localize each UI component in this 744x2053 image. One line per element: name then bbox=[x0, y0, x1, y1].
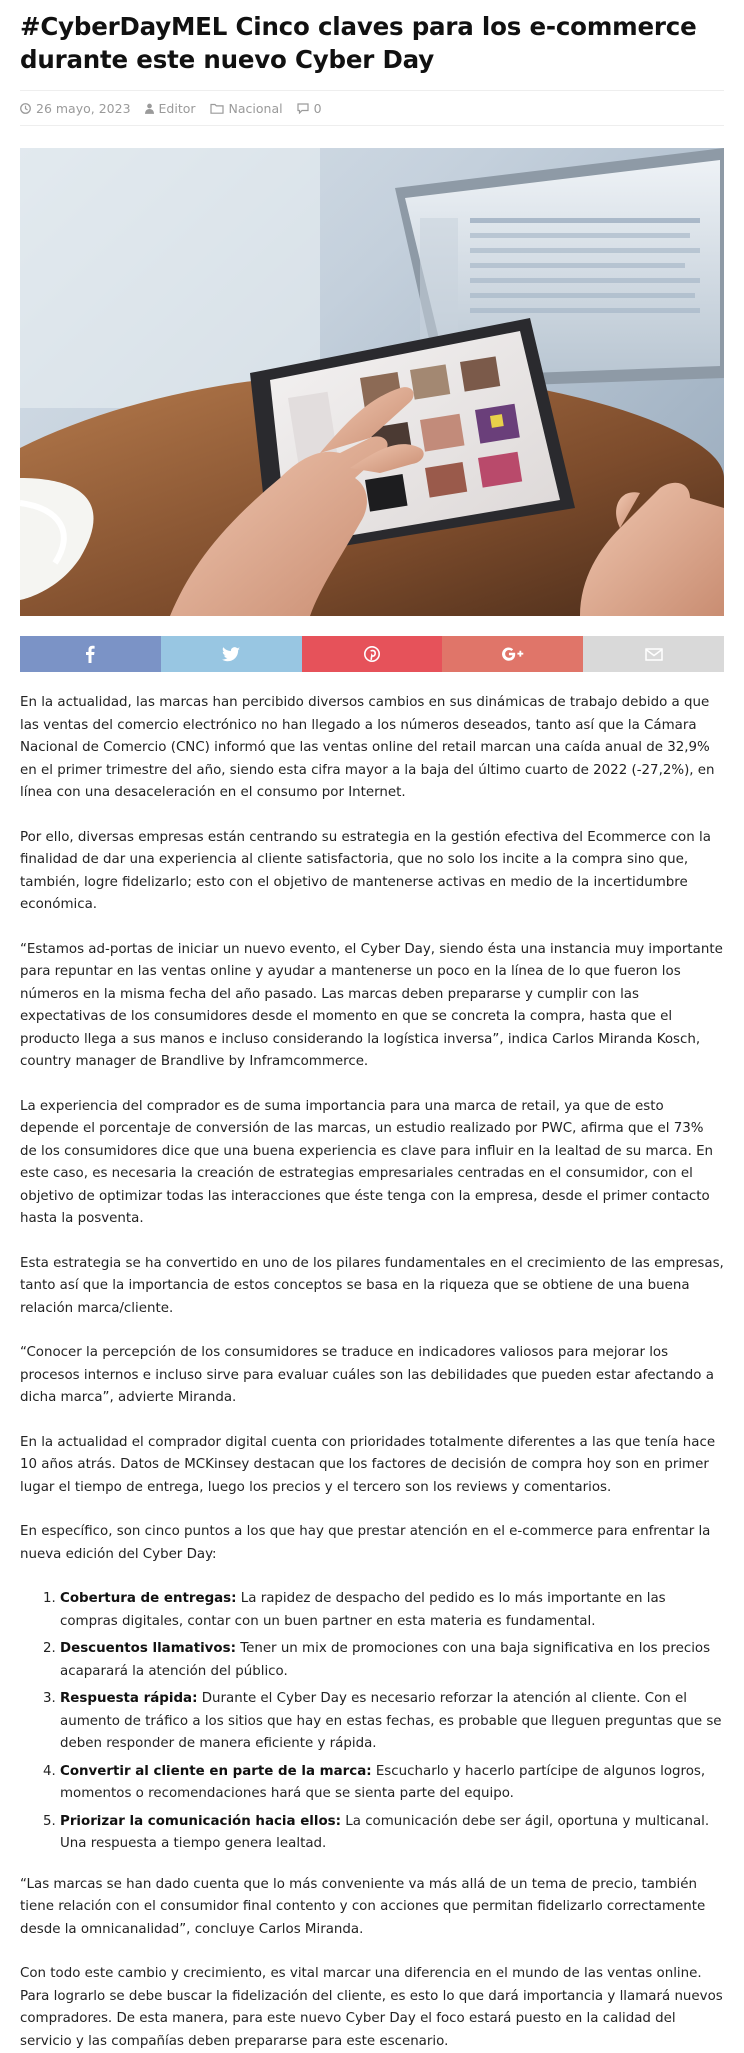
meta-category-text: Nacional bbox=[228, 100, 283, 116]
article-title: #CyberDayMEL Cinco claves para los e-commerce durante este nuevo Cyber Day bbox=[20, 12, 697, 74]
list-item-heading: Descuentos llamativos: bbox=[60, 1641, 236, 1656]
twitter-icon bbox=[222, 647, 240, 662]
list-item bbox=[60, 1588, 724, 1633]
featured-image bbox=[20, 148, 724, 616]
list-item-text: La comunicación debe ser ágil, oportuna y multicanal. Una respuesta a tiempo genera lealtad. bbox=[60, 1813, 710, 1851]
share-pinterest-button[interactable] bbox=[302, 636, 443, 672]
meta-comments-count: 0 bbox=[313, 100, 322, 116]
article-paragraph: La experiencia del comprador es de suma importancia para una marca de retail, ya que de esto depende el porcentaje de conversión de las marcas, un estudio realizado por PWC, afirma que el 73% de los consumidores dice que una buena experiencia es clave para influir en la lealtad de su marca. En este caso, es necesaria la creación de estrategias empresariales centradas en el consumidor, con el objetivo de optimizar todas las interacciones que éste tenga con la empresa, desde el primer contacto hasta la posventa. bbox=[20, 1098, 714, 1226]
article-container bbox=[20, 0, 724, 2053]
article-paragraph: En específico, son cinco puntos a los que hay que prestar atención en el e-commerce para enfrentar la nueva edición del Cyber Day: bbox=[20, 1524, 711, 1562]
list-item-text: Escucharlo y hacerlo partícipe de algunos logros, momentos o recomendaciones hará que se sienta parte del equipo. bbox=[60, 1763, 706, 1801]
meta-date-text: 26 mayo, 2023 bbox=[36, 100, 131, 116]
list-item bbox=[60, 1638, 724, 1683]
list-item bbox=[60, 1761, 724, 1806]
meta-author[interactable] bbox=[145, 101, 196, 116]
facebook-icon bbox=[85, 645, 95, 663]
google-plus-icon bbox=[502, 647, 524, 661]
user-icon bbox=[145, 103, 154, 114]
article-meta bbox=[20, 90, 724, 126]
list-item-heading: Convertir al cliente en parte de la marca: bbox=[60, 1763, 372, 1779]
meta-category[interactable] bbox=[210, 101, 283, 116]
email-icon bbox=[645, 648, 663, 661]
comment-icon bbox=[297, 103, 309, 114]
meta-date bbox=[20, 101, 131, 116]
article-paragraph: Con todo este cambio y crecimiento, es vital marcar una diferencia en el mundo de las ventas online. Para lograrlo se debe buscar la fidelización del cliente, es esto lo que dará importancia y llamará nuevos compradores. De esta manera, para este nuevo Cyber Day el foco estará puesto en la calidad del servicio y las compañías deben prepararse para este escenario. bbox=[20, 1966, 723, 2049]
tablet-photo bbox=[20, 148, 724, 616]
share-twitter-button[interactable] bbox=[161, 636, 302, 672]
meta-author-text: Editor bbox=[158, 100, 196, 116]
article-paragraph: En la actualidad, las marcas han percibido diversos cambios en sus dinámicas de trabajo debido a que las ventas del comercio electrónico no han llegado a los números deseados, tanto así que la Cámara Nacional de Comercio (CNC) informó que las ventas online del retail marcan una caída anual de 32,9% en el primer trimestre del año, siendo esta cifra mayor a la baja del último cuarto de 2022 (-27,2%), en línea con una desaceleración en el consumo por Internet. bbox=[20, 695, 715, 800]
share-google-plus-button[interactable] bbox=[442, 636, 583, 672]
list-item-text: Durante el Cyber Day es necesario reforzar la atención al cliente. Con el aumento de tráfico a los sitios que hay en estas fechas, es probable que lleguen preguntas que se deben responder de manera eficiente y rápida. bbox=[60, 1691, 722, 1751]
list-item-heading: Respuesta rápida: bbox=[60, 1691, 198, 1706]
folder-icon bbox=[210, 103, 224, 114]
list-item-heading: Priorizar la comunicación hacia ellos: bbox=[60, 1813, 342, 1829]
share-email-button[interactable] bbox=[583, 636, 724, 672]
article-body bbox=[20, 692, 724, 2053]
article-paragraph: Por ello, diversas empresas están centrando su estrategia en la gestión efectiva del Ecommerce con la finalidad de dar una experiencia al cliente satisfactoria, que no solo los incite a la compra sino que, también, logre fidelizarlo; esto con el objetivo de mantenerse activas en medio de la incertidumbre económica. bbox=[20, 829, 711, 912]
list-item bbox=[60, 1811, 724, 1856]
list-item-heading: Cobertura de entregas: bbox=[60, 1591, 237, 1606]
share-facebook-button[interactable] bbox=[20, 636, 161, 672]
list-item-text: Tener un mix de promociones con una baja significativa en los precios acaparará la atención del público. bbox=[60, 1641, 711, 1679]
key-points-list bbox=[20, 1588, 724, 1856]
article-paragraph: “Conocer la percepción de los consumidores se traduce en indicadores valiosos para mejorar los procesos internos e incluso sirve para evaluar cuáles son las debilidades que pueden estar afectando a dicha marca”, advierte Miranda. bbox=[20, 1345, 714, 1405]
article-paragraph: En la actualidad el comprador digital cuenta con prioridades totalmente diferentes a las que tenía hace 10 años atrás. Datos de MCKinsey destacan que los factores de decisión de compra hoy son en primer lugar el tiempo de entrega, luego los precios y el tercero son los reviews y comentarios. bbox=[20, 1434, 716, 1495]
clock-icon bbox=[20, 103, 31, 114]
list-item bbox=[60, 1688, 724, 1756]
article-paragraph: Esta estrategia se ha convertido en uno de los pilares fundamentales en el crecimiento de las empresas, tanto así que la importancia de estos conceptos se basa en la riqueza que se obtiene de una buena relación marca/cliente. bbox=[20, 1255, 724, 1316]
pinterest-icon bbox=[364, 646, 380, 662]
article-paragraph: “Las marcas se han dado cuenta que lo más conveniente va más allá de un tema de precio, también tiene relación con el consumidor final contento y con acciones que permitan fidelizarlo correctamente desde la omnicanalidad”, concluye Carlos Miranda. bbox=[20, 1876, 706, 1937]
share-bar bbox=[20, 636, 724, 672]
article-paragraph: “Estamos ad-portas de iniciar un nuevo evento, el Cyber Day, siendo ésta una instancia muy importante para repuntar en las ventas online y ayudar a mantenerse un poco en la línea de lo que fueron los números en la misma fecha del año pasado. Las marcas deben prepararse y cumplir con las expectativas de los consumidores desde el momento en que se concreta la compra, hasta que el producto llega a sus manos e incluso considerando la logística inversa”, indica Carlos Miranda Kosch, country manager de Brandlive by Inframcommerce. bbox=[20, 941, 723, 1069]
meta-comments[interactable] bbox=[297, 101, 322, 116]
list-item-text: La rapidez de despacho del pedido es lo más importante en las compras digitales, contar con un buen partner en esta materia es fundamental. bbox=[60, 1591, 666, 1629]
